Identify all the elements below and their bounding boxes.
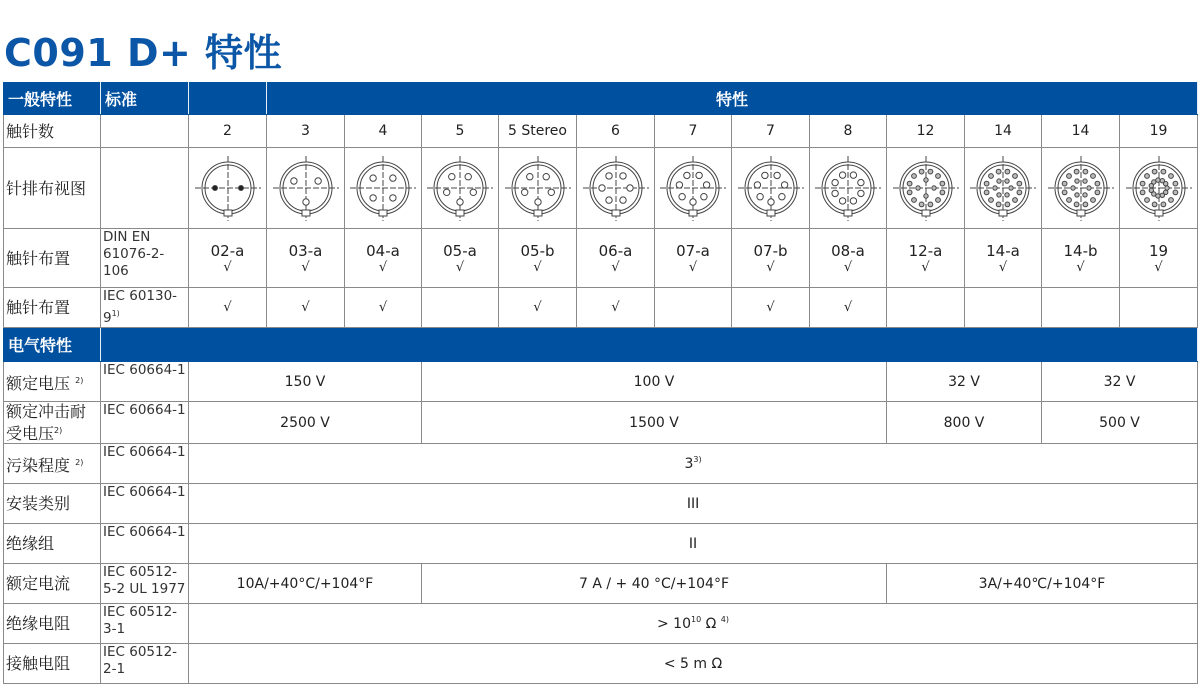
electrical-header: 电气特性	[4, 328, 101, 362]
pin-count-cell: 3	[267, 115, 345, 148]
standard-cell: IEC 60664-1	[101, 444, 189, 484]
electrical-header-row	[4, 328, 1198, 362]
standard-cell: IEC 60664-1	[101, 484, 189, 524]
pin-count-cell: 14	[1042, 115, 1120, 148]
footnote: 4)	[720, 615, 730, 624]
insulation-resistance-row	[4, 604, 1198, 644]
pin-diagram-cell	[887, 148, 965, 229]
footnote: 2)	[75, 457, 84, 467]
label-text: 额定电压	[6, 373, 71, 393]
install-category-row	[4, 484, 1198, 524]
din-code-cell	[189, 229, 267, 288]
value-cell: II	[189, 524, 1198, 564]
value-cell: 100 V	[422, 362, 887, 402]
pin-layout-diagram-icon	[968, 153, 1038, 223]
iec-check-cell	[655, 288, 732, 328]
iec-check-cell	[267, 288, 345, 328]
check-mark: √	[1076, 259, 1085, 275]
iec-check-cell	[887, 288, 965, 328]
din-code-cell	[965, 229, 1042, 288]
blank-header	[189, 83, 267, 115]
impulse-voltage-row	[4, 402, 1198, 444]
row-label: 针排布视图	[4, 148, 101, 229]
din-code-cell	[1042, 229, 1120, 288]
pin-diagram-cell	[422, 148, 499, 229]
layout-code: 02-a	[210, 241, 245, 260]
pin-diagram-cell	[345, 148, 422, 229]
standard-cell: IEC 60664-1	[101, 362, 189, 402]
pin-layout-diagram-icon	[271, 153, 341, 223]
pin-count-cell: 12	[887, 115, 965, 148]
iec-check-cell	[1120, 288, 1198, 328]
value-cell: 3A/+40℃/+104°F	[887, 564, 1198, 604]
value-text: > 10	[657, 616, 691, 632]
iec-check-cell	[732, 288, 810, 328]
layout-code: 04-a	[366, 241, 400, 260]
iec-check-cell	[965, 288, 1042, 328]
pin-count-cell: 19	[1120, 115, 1198, 148]
layout-code: 14-b	[1063, 241, 1098, 260]
value-cell: 500 V	[1042, 402, 1198, 444]
check-mark: √	[921, 259, 930, 275]
standard-cell: IEC 60512-3-1	[101, 604, 189, 644]
check-mark: √	[533, 259, 542, 275]
label-text: 污染程度	[6, 455, 71, 475]
iec-check-cell	[499, 288, 577, 328]
footnote: 1)	[111, 309, 120, 318]
layout-code: 03-a	[288, 241, 323, 260]
pin-count-cell: 4	[345, 115, 422, 148]
pin-diagram-cell	[1042, 148, 1120, 229]
pin-layout-diagram-icon	[891, 153, 961, 223]
footnote: 3)	[693, 455, 702, 464]
pin-layout-diagram-icon	[581, 153, 651, 223]
row-label: 触针数	[4, 115, 101, 148]
layout-code: 06-a	[598, 241, 633, 260]
row-label	[4, 402, 101, 444]
din-code-cell	[267, 229, 345, 288]
footnote: 2)	[75, 375, 84, 385]
din-code-cell	[422, 229, 499, 288]
check-mark: √	[378, 259, 388, 275]
value-cell	[189, 604, 1198, 644]
pin-count-cell: 7	[655, 115, 732, 148]
pin-layout-diagram-icon	[425, 153, 495, 223]
pin-layout-diagram-icon	[348, 153, 418, 223]
pin-layout-diagram-icon	[658, 153, 728, 223]
iec-check-cell	[810, 288, 887, 328]
rated-current-row	[4, 564, 1198, 604]
standard-cell	[101, 148, 189, 229]
contact-resistance-row	[4, 644, 1198, 684]
pin-diagram-cell	[655, 148, 732, 229]
standard-header: 标准	[101, 83, 189, 115]
standard-cell: IEC 60512-5-2 UL 1977	[101, 564, 189, 604]
exponent: 10	[691, 615, 702, 624]
row-label: 绝缘电阻	[4, 604, 101, 644]
check-mark: √	[533, 300, 542, 315]
pin-count-cell: 5	[422, 115, 499, 148]
pin-layout-diagram-icon	[503, 153, 573, 223]
value-cell: 32 V	[1042, 362, 1198, 402]
check-mark: √	[611, 300, 620, 315]
din-code-cell	[499, 229, 577, 288]
pin-count-row	[4, 115, 1198, 148]
general-header: 一般特性	[4, 83, 101, 115]
row-label: 绝缘组	[4, 524, 101, 564]
page-title: C091 D+ 特性	[4, 31, 283, 75]
din-code-cell	[810, 229, 887, 288]
pin-count-cell: 5 Stereo	[499, 115, 577, 148]
value-cell: 32 V	[887, 362, 1042, 402]
layout-code: 14-a	[986, 241, 1020, 260]
value-cell: III	[189, 484, 1198, 524]
check-mark: √	[378, 300, 388, 315]
pin-diagram-cell	[732, 148, 810, 229]
layout-code: 08-a	[831, 241, 865, 260]
layout-code: 12-a	[908, 241, 943, 260]
pin-view-row	[4, 148, 1198, 229]
check-mark: √	[611, 259, 620, 275]
standard-cell: DIN EN 61076-2-106	[101, 229, 189, 288]
standard-cell	[101, 288, 189, 328]
spec-table	[3, 82, 1198, 684]
insulation-group-row	[4, 524, 1198, 564]
standard-cell: IEC 60664-1	[101, 524, 189, 564]
check-mark: √	[843, 259, 853, 275]
pin-diagram-cell	[965, 148, 1042, 229]
check-mark: √	[766, 259, 775, 275]
check-mark: √	[223, 259, 232, 275]
row-label: 触针布置	[4, 288, 101, 328]
rated-voltage-row	[4, 362, 1198, 402]
check-mark: √	[223, 300, 232, 315]
value-cell: 1500 V	[422, 402, 887, 444]
din-code-cell	[732, 229, 810, 288]
pin-count-cell: 7	[732, 115, 810, 148]
value-cell: < 5 m Ω	[189, 644, 1198, 684]
layout-code: 07-b	[753, 241, 788, 260]
iec-check-cell	[189, 288, 267, 328]
value-cell: 10A/+40°C/+104°F	[189, 564, 422, 604]
general-header-row	[4, 83, 1198, 115]
value-cell	[189, 444, 1198, 484]
value-cell: 2500 V	[189, 402, 422, 444]
header-fill	[101, 328, 1198, 362]
value-cell: 7 A / + 40 °C/+104°F	[422, 564, 887, 604]
layout-code: 05-b	[520, 241, 555, 260]
row-label: 接触电阻	[4, 644, 101, 684]
din-code-cell	[1120, 229, 1198, 288]
pin-layout-diagram-icon	[1124, 153, 1194, 223]
pin-layout-iec-row	[4, 288, 1198, 328]
layout-code: 19	[1148, 241, 1169, 260]
pollution-row	[4, 444, 1198, 484]
pin-count-cell: 6	[577, 115, 655, 148]
iec-check-cell	[345, 288, 422, 328]
iec-check-cell	[422, 288, 499, 328]
layout-code: 07-a	[676, 241, 710, 260]
pin-layout-din-row	[4, 229, 1198, 288]
din-code-cell	[577, 229, 655, 288]
pin-diagram-cell	[189, 148, 267, 229]
label-text: 额定冲击耐受电压	[6, 402, 87, 443]
check-mark: √	[455, 259, 465, 275]
row-label: 额定电流	[4, 564, 101, 604]
check-mark: √	[688, 259, 698, 275]
row-label: 安装类别	[4, 484, 101, 524]
check-mark: √	[843, 300, 853, 315]
pin-layout-diagram-icon	[193, 153, 263, 223]
din-code-cell	[345, 229, 422, 288]
pin-diagram-cell	[1120, 148, 1198, 229]
standard-cell: IEC 60512-2-1	[101, 644, 189, 684]
pin-diagram-cell	[577, 148, 655, 229]
standard-cell	[101, 115, 189, 148]
row-label	[4, 444, 101, 484]
standard-cell: IEC 60664-1	[101, 402, 189, 444]
pin-layout-diagram-icon	[813, 153, 883, 223]
pin-layout-diagram-icon	[1046, 153, 1116, 223]
pin-diagram-cell	[810, 148, 887, 229]
iec-check-cell	[1042, 288, 1120, 328]
din-code-cell	[655, 229, 732, 288]
pin-count-cell: 2	[189, 115, 267, 148]
footnote: 2)	[54, 426, 63, 435]
layout-code: 05-a	[443, 241, 477, 260]
check-mark: √	[998, 259, 1008, 275]
check-mark: √	[1154, 259, 1163, 275]
value-text: 3	[684, 456, 694, 472]
pin-count-cell: 8	[810, 115, 887, 148]
din-code-cell	[887, 229, 965, 288]
row-label	[4, 362, 101, 402]
standard-text: IEC 60130-9	[103, 288, 178, 326]
pin-diagram-cell	[267, 148, 345, 229]
check-mark: √	[301, 300, 310, 315]
check-mark: √	[301, 259, 310, 275]
pin-count-cell: 14	[965, 115, 1042, 148]
characteristics-header: 特性	[267, 83, 1198, 115]
check-mark: √	[766, 300, 775, 315]
value-cell: 150 V	[189, 362, 422, 402]
value-cell: 800 V	[887, 402, 1042, 444]
unit-text: Ω	[701, 616, 717, 632]
pin-diagram-cell	[499, 148, 577, 229]
row-label: 触针布置	[4, 229, 101, 288]
pin-layout-diagram-icon	[736, 153, 806, 223]
iec-check-cell	[577, 288, 655, 328]
